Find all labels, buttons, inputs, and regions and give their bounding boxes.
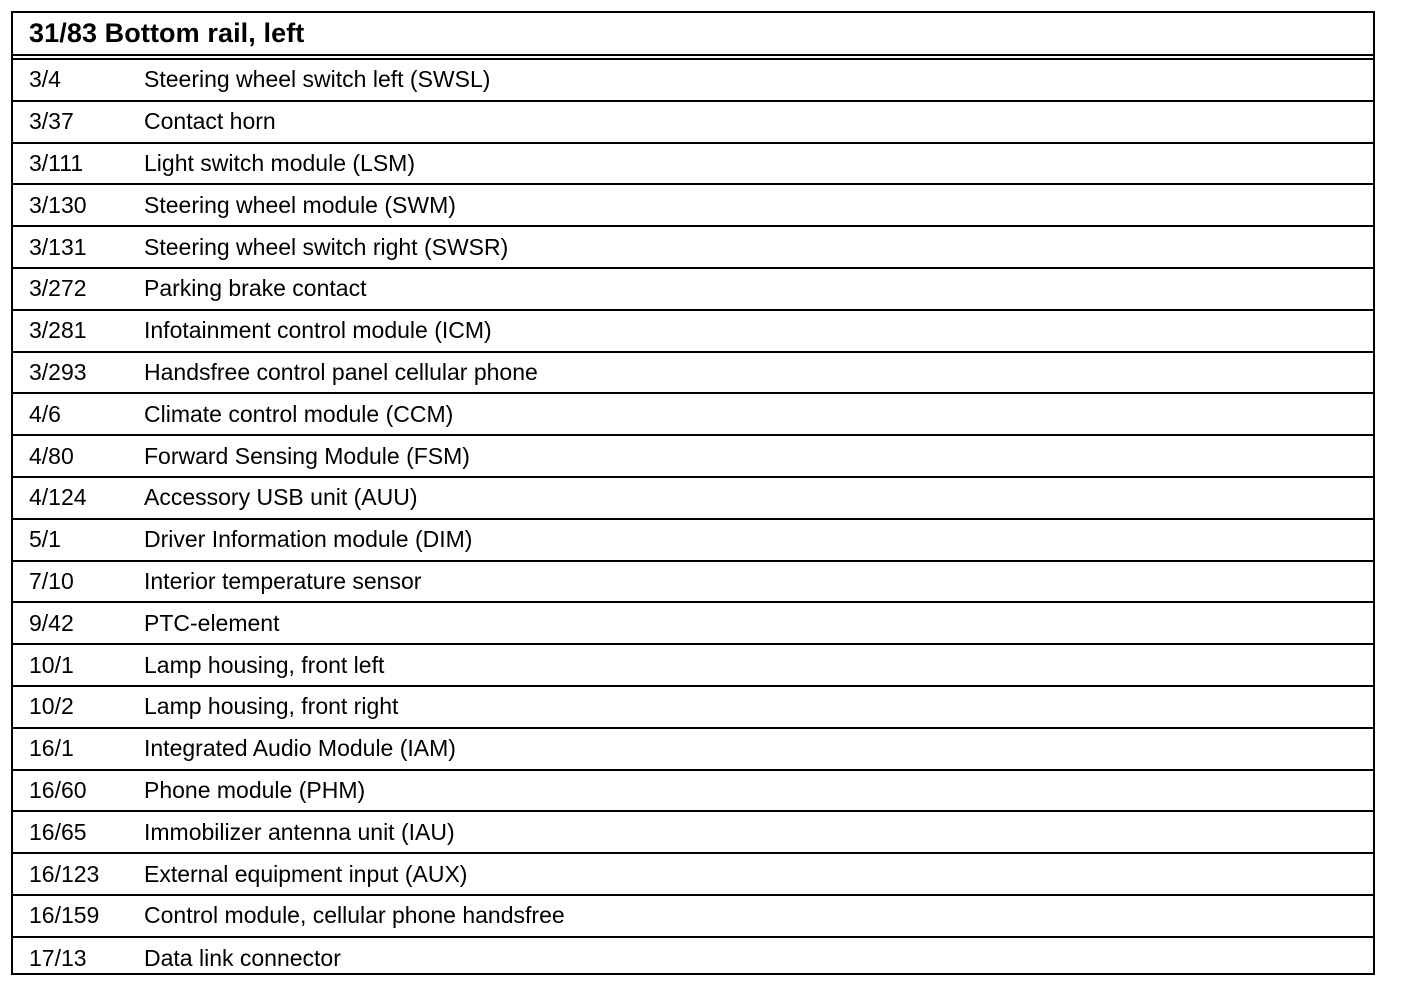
table-row: [13, 938, 1373, 980]
component-code: 3/272: [29, 275, 87, 302]
component-code: 16/60: [29, 776, 87, 803]
component-description: Light switch module (LSM): [144, 149, 415, 176]
table-row: [13, 478, 1373, 520]
table-row: [13, 729, 1373, 771]
table-row: [13, 812, 1373, 854]
component-code: 4/124: [29, 484, 87, 511]
component-code: 17/13: [29, 945, 87, 972]
component-code: 10/1: [29, 651, 74, 678]
component-code: 3/131: [29, 233, 87, 260]
table-row: [13, 353, 1373, 395]
table-row: [13, 436, 1373, 478]
component-description: Data link connector: [144, 945, 341, 972]
component-code: 4/80: [29, 442, 74, 469]
component-code: 5/1: [29, 526, 61, 553]
component-code: 3/37: [29, 108, 74, 135]
component-description: Integrated Audio Module (IAM): [144, 735, 456, 762]
table-row: [13, 645, 1373, 687]
component-description: Steering wheel module (SWM): [144, 191, 456, 218]
component-code: 16/1: [29, 735, 74, 762]
component-description: Contact horn: [144, 108, 276, 135]
table-row: [13, 185, 1373, 227]
component-code: 16/65: [29, 818, 87, 845]
component-description: Accessory USB unit (AUU): [144, 484, 418, 511]
table-row: [13, 896, 1373, 938]
component-code: 7/10: [29, 567, 74, 594]
table-row: [13, 227, 1373, 269]
component-description: Infotainment control module (ICM): [144, 317, 492, 344]
component-description: Steering wheel switch left (SWSL): [144, 66, 491, 93]
component-description: External equipment input (AUX): [144, 860, 468, 887]
component-code: 3/130: [29, 191, 87, 218]
component-description: Steering wheel switch right (SWSR): [144, 233, 509, 260]
component-description: Handsfree control panel cellular phone: [144, 358, 538, 385]
component-description: Lamp housing, front right: [144, 693, 399, 720]
component-description: Parking brake contact: [144, 275, 367, 302]
component-code: 4/6: [29, 400, 61, 427]
table-row: [13, 562, 1373, 604]
table-row: [13, 269, 1373, 311]
component-table: [11, 11, 1375, 975]
table-row: [13, 311, 1373, 353]
component-description: Lamp housing, front left: [144, 651, 385, 678]
component-description: Interior temperature sensor: [144, 567, 422, 594]
component-description: PTC-element: [144, 609, 280, 636]
table-row: [13, 520, 1373, 562]
table-row: [13, 771, 1373, 813]
table-row: [13, 102, 1373, 144]
component-description: Driver Information module (DIM): [144, 526, 473, 553]
component-description: Immobilizer antenna unit (IAU): [144, 818, 455, 845]
table-row: [13, 394, 1373, 436]
component-code: 9/42: [29, 609, 74, 636]
table-row: [13, 60, 1373, 102]
table-row: [13, 603, 1373, 645]
component-description: Forward Sensing Module (FSM): [144, 442, 470, 469]
component-code: 3/111: [29, 149, 84, 176]
table-body: [13, 60, 1373, 980]
component-code: 16/159: [29, 902, 100, 929]
table-title: 31/83 Bottom rail, left: [13, 13, 1373, 60]
component-code: 16/123: [29, 860, 100, 887]
component-description: Phone module (PHM): [144, 776, 366, 803]
table-row: [13, 144, 1373, 186]
component-description: Climate control module (CCM): [144, 400, 454, 427]
table-row: [13, 854, 1373, 896]
component-code: 10/2: [29, 693, 74, 720]
component-code: 3/293: [29, 358, 87, 385]
table-row: [13, 687, 1373, 729]
component-code: 3/4: [29, 66, 61, 93]
component-description: Control module, cellular phone handsfree: [144, 902, 565, 929]
component-code: 3/281: [29, 317, 87, 344]
